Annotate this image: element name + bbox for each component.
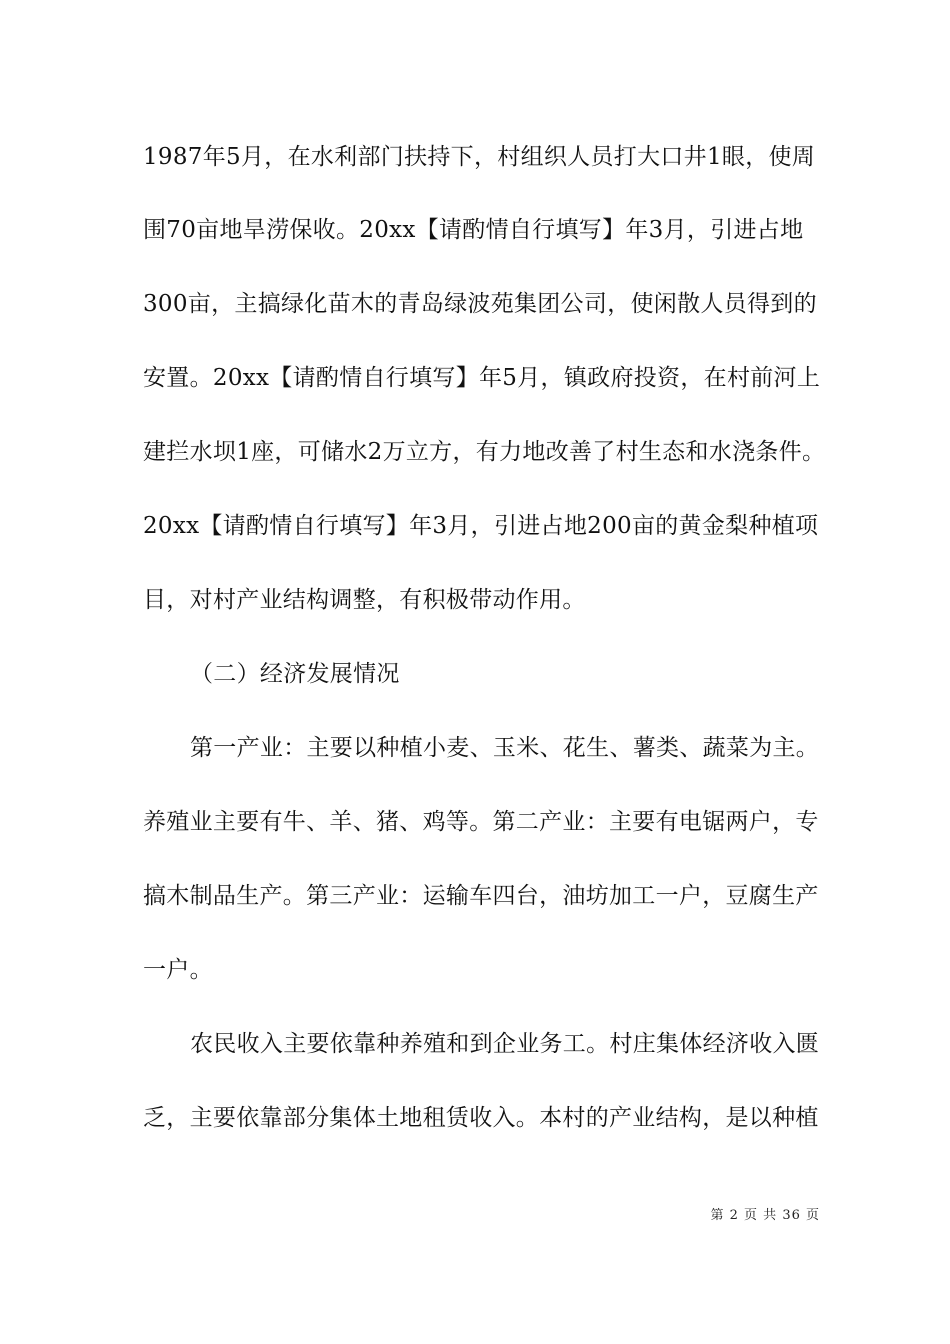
body-text-line: 1987年5月，在水利部门扶持下，村组织人员打大口井1眼，使周 [143,144,816,170]
body-text-line: 搞木制品生产。第三产业：运输车四台，油坊加工一户，豆腐生产 [143,883,819,909]
body-text-line: 300亩，主搞绿化苗木的青岛绿波苑集团公司，使闲散人员得到的 [143,291,817,317]
body-text-line: 建拦水坝1座，可储水2万立方，有力地改善了村生态和水浇条件。 [143,439,826,465]
body-text-line: 养殖业主要有牛、羊、猪、鸡等。第二产业：主要有电锯两户，专 [143,809,819,835]
body-text-line: 一户。 [143,957,213,983]
body-text-line: 乏，主要依靠部分集体土地租赁收入。本村的产业结构，是以种植 [143,1105,819,1131]
body-text-line: 安置。20xx【请酌情自行填写】年5月，镇政府投资，在村前河上 [143,365,821,391]
body-text-line: 20xx【请酌情自行填写】年3月，引进占地200亩的黄金梨种植项 [143,513,819,539]
body-text-line: 围70亩地旱涝保收。20xx【请酌情自行填写】年3月，引进占地 [143,217,804,243]
body-text-line: 第一产业：主要以种植小麦、玉米、花生、薯类、蔬菜为主。 [190,735,820,761]
section-heading: （二）经济发展情况 [190,661,400,687]
body-text-line: 目，对村产业结构调整，有积极带动作用。 [143,587,586,613]
page-number-footer: 第 2 页 共 36 页 [710,1208,820,1223]
body-text-line: 农民收入主要依靠种养殖和到企业务工。村庄集体经济收入匮 [190,1031,820,1057]
